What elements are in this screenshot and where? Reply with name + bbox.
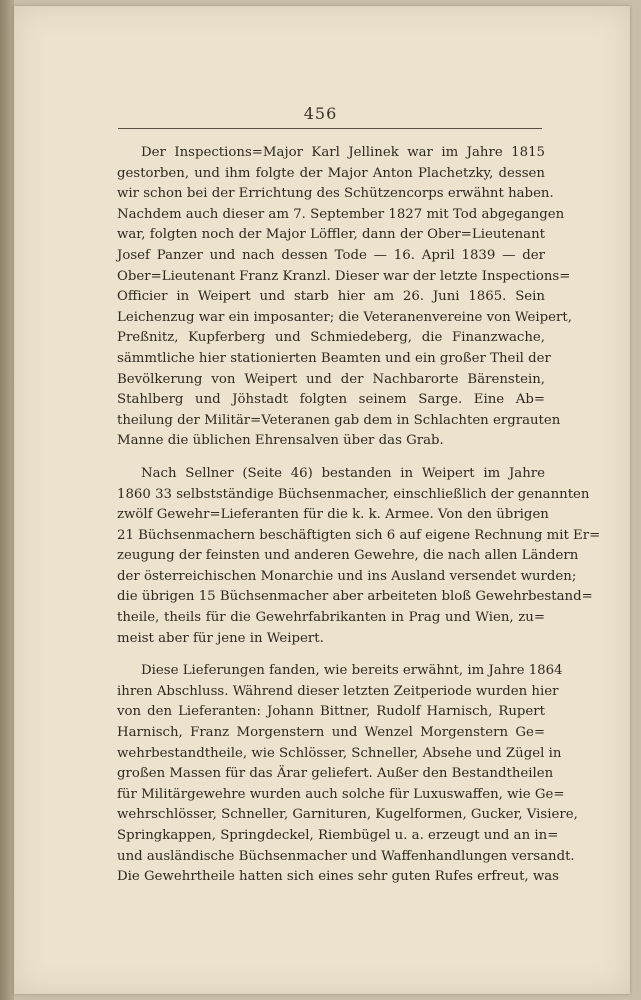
text-line: wehrschlösser, Schneller, Garnituren, Kugelformen, Gucker, Visiere, [117, 807, 578, 823]
text-line: wehrbestandtheile, wie Schlösser, Schneller, Absehe und Zügel in [117, 745, 562, 761]
text-line: Stahlberg und Jöhstadt folgten seinem Sarge. Eine Ab= [117, 392, 545, 408]
text-line: Leichenzug war ein imposanter; die Veteranenvereine von Weipert, [117, 309, 572, 325]
text-line: zeugung der feinsten und anderen Gewehre, die nach allen Ländern [117, 548, 579, 564]
text-line: sämmtliche hier stationierten Beamten und ein großer Theil der [117, 350, 551, 366]
text-line: Nach Sellner (Seite 46) bestanden in Weipert im Jahre [141, 465, 545, 481]
text-line: Die Gewehrtheile hatten sich eines sehr guten Rufes erfreut, was [117, 869, 560, 885]
text-line: theilung der Militär=Veteranen gab dem in Schlachten ergrauten [117, 412, 561, 428]
text-line: 21 Büchsenmachern beschäftigten sich 6 auf eigene Rechnung mit Er= [117, 527, 601, 543]
text-line: zwölf Gewehr=Lieferanten für die k. k. Armee. Von den übrigen [117, 507, 549, 523]
text-line: war, folgten noch der Major Löffler, dann der Ober=Lieutenant [117, 227, 545, 243]
text-line: gestorben, und ihm folgte der Major Anton Plachetzky, dessen [117, 165, 545, 181]
text-line: Springkappen, Springdeckel, Riembügel u. a. erzeugt und an in= [117, 828, 559, 843]
text-line: Josef Panzer und nach dessen Tode — 16. April 1839 — der [117, 247, 545, 263]
page-number: 456 [303, 104, 338, 123]
header-rule [118, 128, 542, 129]
paragraph-gap [117, 649, 545, 661]
text-line: der österreichischen Monarchie und ins Ausland versendet wurden; [117, 568, 577, 584]
paragraph-gap [117, 452, 545, 464]
text-line: theile, theils für die Gewehrfabrikanten in Prag und Wien, zu= [117, 610, 545, 626]
text-line: meist aber für jene in Weipert. [117, 630, 324, 646]
text-line: Harnisch, Franz Morgenstern und Wenzel Morgenstern Ge= [117, 725, 545, 741]
text-line: Officier in Weipert und starb hier am 26. Juni 1865. Sein [117, 289, 545, 305]
text-line: Der Inspections=Major Karl Jellinek war im Jahre 1815 [141, 145, 545, 160]
text-line: großen Massen für das Ärar geliefert. Außer den Bestandtheilen [117, 766, 554, 782]
body-text [117, 143, 601, 888]
text-line: 1860 33 selbstständige Büchsenmacher, einschließlich der genannten [117, 486, 590, 502]
text-line: Diese Lieferungen fanden, wie bereits erwähnt, im Jahre 1864 [141, 663, 563, 679]
text-line: Ober=Lieutenant Franz Kranzl. Dieser war der letzte Inspections= [117, 268, 571, 284]
book-spine-shadow [0, 0, 14, 1000]
text-line: die übrigen 15 Büchsenmacher aber arbeiteten bloß Gewehrbestand= [117, 589, 593, 605]
text-line: wir schon bei der Errichtung des Schützencorps erwähnt haben. [117, 186, 554, 202]
text-line: Manne die üblichen Ehrensalven über das Grab. [117, 433, 444, 449]
text-line: Nachdem auch dieser am 7. September 1827 mit Tod abgegangen [117, 206, 565, 222]
text-line: von den Lieferanten: Johann Bittner, Rudolf Harnisch, Rupert [117, 704, 545, 720]
text-line: Preßnitz, Kupferberg und Schmiedeberg, die Finanzwache, [117, 330, 545, 346]
text-line: für Militärgewehre wurden auch solche für Luxuswaffen, wie Ge= [117, 786, 565, 802]
text-line: Bevölkerung von Weipert und der Nachbarorte Bärenstein, [117, 371, 545, 387]
text-line: ihren Abschluss. Während dieser letzten Zeitperiode wurden hier [117, 683, 559, 699]
text-line: und ausländische Büchsenmacher und Waffenhandlungen versandt. [117, 848, 575, 864]
